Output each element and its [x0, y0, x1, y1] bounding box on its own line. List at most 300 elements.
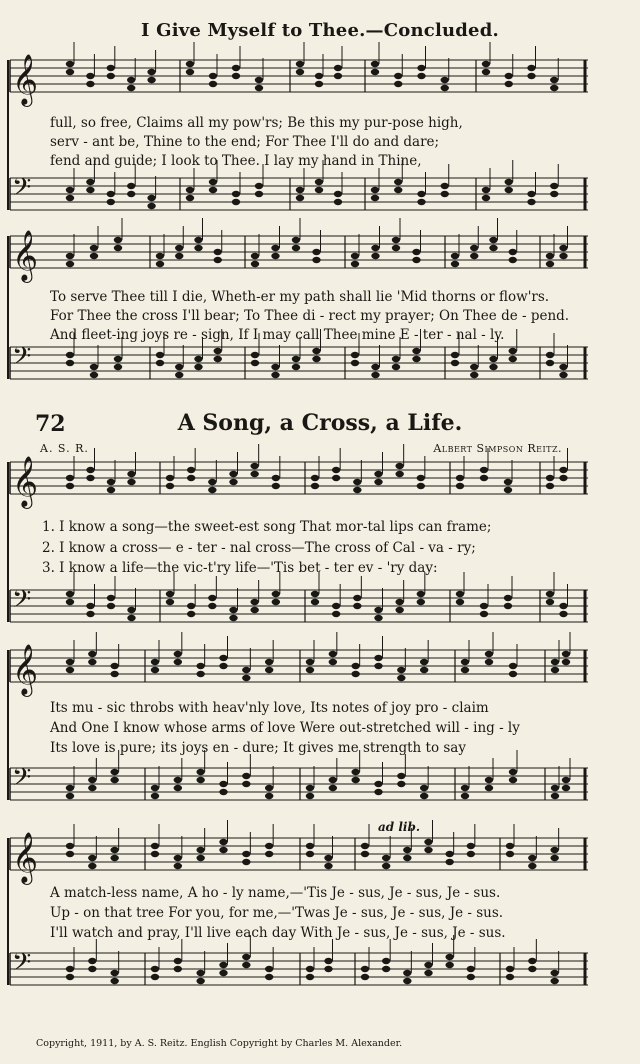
notehead — [361, 966, 369, 972]
notehead — [506, 851, 514, 857]
notehead — [351, 360, 359, 366]
notehead — [482, 69, 490, 75]
notehead — [166, 475, 174, 481]
notehead — [424, 962, 432, 968]
notehead — [445, 851, 453, 857]
notehead — [489, 245, 497, 251]
notehead — [110, 769, 118, 775]
notehead — [66, 599, 74, 605]
notehead — [324, 966, 332, 972]
notehead — [194, 245, 202, 251]
notehead — [156, 352, 164, 358]
notehead — [208, 479, 216, 485]
notehead — [324, 863, 332, 869]
notehead — [311, 483, 319, 489]
notehead — [175, 245, 183, 251]
notehead — [550, 970, 558, 976]
treble-clef-icon: 𝄞 — [12, 230, 39, 281]
notehead — [208, 487, 216, 493]
notehead — [467, 851, 475, 857]
notehead — [232, 199, 240, 205]
notehead — [114, 364, 122, 370]
notehead — [214, 257, 222, 263]
notehead — [505, 73, 513, 79]
notehead — [107, 603, 115, 609]
notehead — [86, 611, 94, 617]
notehead — [66, 851, 74, 857]
notehead — [417, 475, 425, 481]
notehead — [527, 191, 535, 197]
notehead — [451, 352, 459, 358]
notehead — [229, 615, 237, 621]
notehead — [528, 855, 536, 861]
notehead — [208, 603, 216, 609]
notehead — [470, 253, 478, 259]
notehead — [209, 73, 217, 79]
notehead — [467, 966, 475, 972]
notehead — [480, 467, 488, 473]
notehead — [456, 599, 464, 605]
notehead — [187, 467, 195, 473]
notehead — [88, 651, 96, 657]
notehead — [417, 65, 425, 71]
notehead — [361, 974, 369, 980]
notehead — [504, 487, 512, 493]
notehead — [361, 843, 369, 849]
bass-clef-icon: 𝄢 — [12, 342, 32, 377]
notehead — [334, 191, 342, 197]
notehead — [397, 773, 405, 779]
notehead — [292, 364, 300, 370]
notehead — [395, 607, 403, 613]
notehead — [242, 773, 250, 779]
notehead — [292, 237, 300, 243]
notehead — [214, 356, 222, 362]
notehead — [374, 655, 382, 661]
notehead — [66, 253, 74, 259]
notehead — [306, 659, 314, 665]
notehead — [315, 81, 323, 87]
notehead — [397, 675, 405, 681]
notehead — [250, 463, 258, 469]
notehead — [527, 73, 535, 79]
notehead — [374, 663, 382, 669]
notehead — [306, 843, 314, 849]
notehead — [292, 356, 300, 362]
notehead — [417, 591, 425, 597]
notehead — [242, 667, 250, 673]
notehead — [504, 603, 512, 609]
notehead — [86, 467, 94, 473]
notehead — [127, 183, 135, 189]
notehead — [527, 199, 535, 205]
notehead — [272, 475, 280, 481]
notehead — [441, 85, 449, 91]
notehead — [546, 261, 554, 267]
notehead — [559, 245, 567, 251]
notehead — [456, 591, 464, 597]
notehead — [509, 777, 517, 783]
music-composer: Albert Simpson Reitz. — [433, 442, 562, 455]
notehead — [371, 372, 379, 378]
notehead — [250, 607, 258, 613]
notehead — [480, 611, 488, 617]
notehead — [312, 356, 320, 362]
notehead — [403, 978, 411, 984]
notehead — [187, 611, 195, 617]
notehead — [528, 958, 536, 964]
notehead — [196, 671, 204, 677]
notehead — [110, 663, 118, 669]
notehead — [441, 183, 449, 189]
notehead — [229, 471, 237, 477]
notehead — [551, 785, 559, 791]
notehead — [66, 591, 74, 597]
copyright-notice: Copyright, 1911, by A. S. Reitz. English Copyright by Charles M. Alexander. — [36, 1038, 403, 1049]
notehead — [397, 781, 405, 787]
notehead — [88, 785, 96, 791]
notehead — [562, 777, 570, 783]
notehead — [66, 966, 74, 972]
notehead — [66, 785, 74, 791]
notehead — [209, 81, 217, 87]
notehead — [166, 483, 174, 489]
notehead — [232, 73, 240, 79]
notehead — [504, 595, 512, 601]
notehead — [559, 603, 567, 609]
notehead — [219, 839, 227, 845]
notehead — [480, 475, 488, 481]
notehead — [441, 191, 449, 197]
notehead — [272, 591, 280, 597]
notehead — [86, 603, 94, 609]
bass-clef-icon: 𝄢 — [12, 173, 32, 208]
notehead — [451, 253, 459, 259]
notehead — [250, 599, 258, 605]
notehead — [420, 667, 428, 673]
notehead — [374, 607, 382, 613]
notehead — [403, 847, 411, 853]
notehead — [451, 261, 459, 267]
notehead — [392, 237, 400, 243]
notehead — [147, 69, 155, 75]
notehead — [412, 249, 420, 255]
notehead — [351, 777, 359, 783]
notehead — [250, 471, 258, 477]
notehead — [424, 847, 432, 853]
bass-clef-icon: 𝄢 — [12, 763, 32, 798]
notehead — [88, 966, 96, 972]
notehead — [219, 655, 227, 661]
notehead — [392, 245, 400, 251]
notehead — [480, 603, 488, 609]
notehead — [255, 191, 263, 197]
bass-clef-icon: 𝄢 — [12, 948, 32, 983]
notehead — [214, 348, 222, 354]
notehead — [196, 847, 204, 853]
bass-clef-icon: 𝄢 — [12, 585, 32, 620]
notehead — [461, 793, 469, 799]
notehead — [470, 364, 478, 370]
notehead — [86, 81, 94, 87]
notehead — [485, 777, 493, 783]
notehead — [110, 777, 118, 783]
notehead — [546, 475, 554, 481]
notehead — [265, 974, 273, 980]
notehead — [127, 607, 135, 613]
notehead — [86, 73, 94, 79]
notehead — [66, 475, 74, 481]
notehead — [175, 372, 183, 378]
notehead — [324, 855, 332, 861]
notehead — [174, 966, 182, 972]
notehead — [351, 253, 359, 259]
notehead — [196, 777, 204, 783]
notehead — [374, 781, 382, 787]
notehead — [151, 785, 159, 791]
notehead — [232, 191, 240, 197]
notehead — [166, 599, 174, 605]
notehead — [255, 183, 263, 189]
notehead — [147, 203, 155, 209]
notehead — [392, 356, 400, 362]
notehead — [66, 667, 74, 673]
notehead — [374, 479, 382, 485]
notehead — [550, 85, 558, 91]
notehead — [461, 659, 469, 665]
notehead — [509, 249, 517, 255]
treble-clef-icon: 𝄞 — [12, 456, 39, 507]
hymn-title: A Song, a Cross, a Life. — [177, 410, 463, 436]
notehead — [90, 245, 98, 251]
notehead — [509, 671, 517, 677]
notehead — [417, 599, 425, 605]
notehead — [107, 487, 115, 493]
notehead — [107, 199, 115, 205]
notehead — [382, 958, 390, 964]
notehead — [489, 364, 497, 370]
notehead — [265, 785, 273, 791]
notehead — [505, 81, 513, 87]
notehead — [403, 855, 411, 861]
notehead — [242, 851, 250, 857]
notehead — [312, 348, 320, 354]
notehead — [271, 253, 279, 259]
notehead — [194, 356, 202, 362]
notehead — [66, 793, 74, 799]
notehead — [242, 954, 250, 960]
notehead — [550, 77, 558, 83]
notehead — [424, 970, 432, 976]
notehead — [174, 651, 182, 657]
notehead — [219, 663, 227, 669]
notehead — [107, 595, 115, 601]
notehead — [156, 360, 164, 366]
notehead — [489, 237, 497, 243]
notehead — [209, 179, 217, 185]
notehead — [371, 253, 379, 259]
notehead — [485, 651, 493, 657]
notehead — [311, 599, 319, 605]
notehead — [461, 667, 469, 673]
notehead — [394, 187, 402, 193]
treble-clef-icon: 𝄞 — [12, 832, 39, 883]
notehead — [219, 781, 227, 787]
notehead — [306, 966, 314, 972]
notehead — [272, 483, 280, 489]
notehead — [417, 199, 425, 205]
notehead — [66, 61, 74, 67]
notehead — [546, 591, 554, 597]
notehead — [395, 471, 403, 477]
notehead — [110, 970, 118, 976]
notehead — [107, 479, 115, 485]
notehead — [329, 651, 337, 657]
notehead — [265, 659, 273, 665]
notehead — [151, 843, 159, 849]
notehead — [361, 851, 369, 857]
notehead — [467, 843, 475, 849]
notehead — [441, 77, 449, 83]
notehead — [374, 789, 382, 795]
notehead — [504, 479, 512, 485]
notehead — [403, 970, 411, 976]
notehead — [306, 785, 314, 791]
notehead — [485, 659, 493, 665]
notehead — [219, 847, 227, 853]
notehead — [397, 667, 405, 673]
notehead — [382, 855, 390, 861]
notehead — [482, 187, 490, 193]
notehead — [551, 667, 559, 673]
notehead — [194, 364, 202, 370]
notehead — [329, 777, 337, 783]
notehead — [296, 187, 304, 193]
notehead — [562, 651, 570, 657]
notehead — [174, 958, 182, 964]
notehead — [196, 970, 204, 976]
notehead — [66, 974, 74, 980]
notehead — [412, 257, 420, 263]
notehead — [306, 793, 314, 799]
notehead — [107, 65, 115, 71]
notehead — [351, 663, 359, 669]
notehead — [562, 659, 570, 665]
notehead — [374, 615, 382, 621]
notehead — [229, 479, 237, 485]
notehead — [312, 257, 320, 263]
notehead — [265, 793, 273, 799]
notehead — [371, 69, 379, 75]
notehead — [151, 974, 159, 980]
notehead — [489, 356, 497, 362]
notehead — [546, 360, 554, 366]
notehead — [156, 261, 164, 267]
notehead — [186, 61, 194, 67]
notehead — [175, 364, 183, 370]
notehead — [559, 253, 567, 259]
notehead — [506, 843, 514, 849]
notehead — [371, 245, 379, 251]
notehead — [194, 237, 202, 243]
notehead — [382, 863, 390, 869]
notehead — [353, 479, 361, 485]
notehead — [66, 360, 74, 366]
notehead — [272, 599, 280, 605]
notehead — [482, 195, 490, 201]
notehead — [174, 863, 182, 869]
notehead — [255, 85, 263, 91]
notehead — [562, 785, 570, 791]
notehead — [546, 483, 554, 489]
notehead — [114, 245, 122, 251]
treble-clef-icon: 𝄞 — [12, 54, 39, 105]
notehead — [66, 261, 74, 267]
notehead — [353, 595, 361, 601]
notehead — [66, 187, 74, 193]
notehead — [186, 187, 194, 193]
notehead — [166, 591, 174, 597]
notehead — [332, 475, 340, 481]
notehead — [353, 487, 361, 493]
notehead — [271, 245, 279, 251]
notehead — [456, 483, 464, 489]
notehead — [88, 777, 96, 783]
notehead — [546, 253, 554, 259]
notehead — [461, 785, 469, 791]
notehead — [506, 966, 514, 972]
notehead — [151, 793, 159, 799]
notehead — [506, 974, 514, 980]
notehead — [196, 663, 204, 669]
words-author: A. S. R. — [40, 442, 89, 455]
notehead — [196, 855, 204, 861]
notehead — [151, 851, 159, 857]
notehead — [551, 659, 559, 665]
notehead — [219, 970, 227, 976]
notehead — [296, 195, 304, 201]
tempo-marking: ad lib. — [378, 820, 421, 834]
notehead — [187, 475, 195, 481]
notehead — [186, 69, 194, 75]
notehead — [209, 187, 217, 193]
notehead — [546, 352, 554, 358]
notehead — [151, 966, 159, 972]
notehead — [456, 475, 464, 481]
notehead — [351, 352, 359, 358]
notehead — [392, 364, 400, 370]
notehead — [412, 348, 420, 354]
notehead — [546, 599, 554, 605]
notehead — [334, 73, 342, 79]
notehead — [265, 667, 273, 673]
notehead — [127, 471, 135, 477]
notehead — [265, 851, 273, 857]
notehead — [147, 77, 155, 83]
notehead — [559, 467, 567, 473]
notehead — [351, 769, 359, 775]
notehead — [417, 191, 425, 197]
notehead — [229, 607, 237, 613]
notehead — [467, 974, 475, 980]
notehead — [332, 467, 340, 473]
notehead — [311, 591, 319, 597]
notehead — [395, 599, 403, 605]
notehead — [110, 671, 118, 677]
treble-clef-icon: 𝄞 — [12, 644, 39, 695]
notehead — [394, 179, 402, 185]
notehead — [114, 237, 122, 243]
